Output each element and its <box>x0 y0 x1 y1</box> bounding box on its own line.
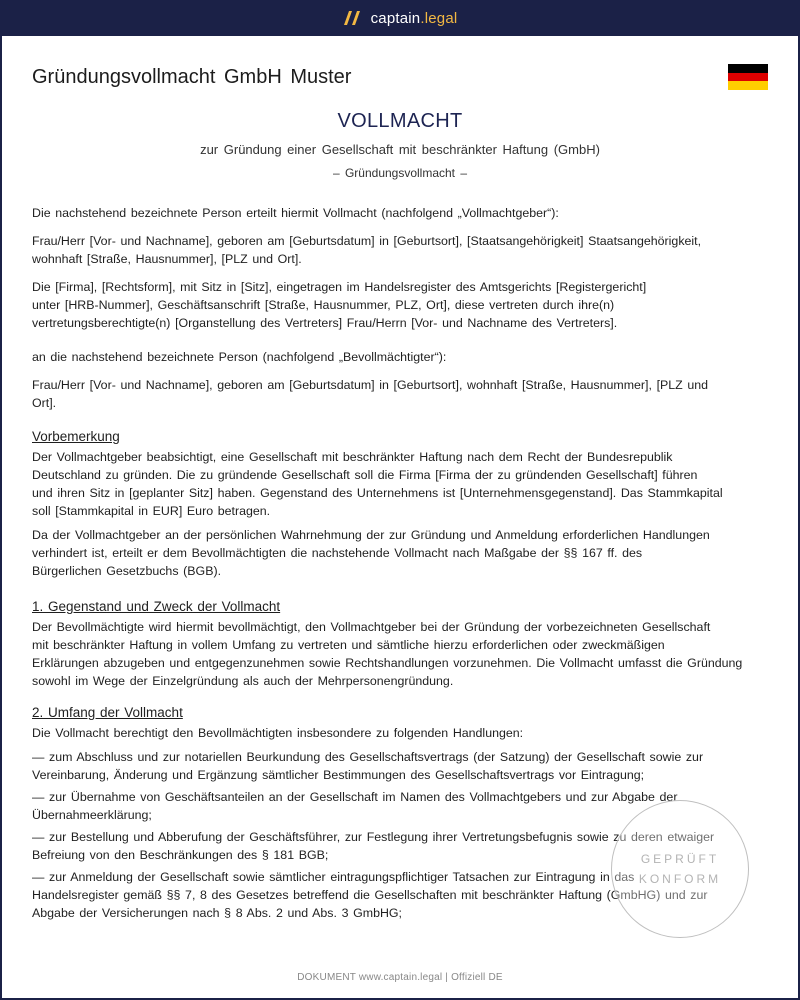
text-line: — zur Bestellung und Abberufung der Geschäftsführer, zur Festlegung ihrer Vertretungsbefugnis sowie zu deren etwaiger <box>32 830 715 844</box>
section-heading-1: 1. Gegenstand und Zweck der Vollmacht <box>32 599 281 614</box>
text-line: Die [Firma], [Rechtsform], mit Sitz in [Sitz], eingetragen im Handelsregister des Amtsgerichts [Registergericht] <box>32 280 647 294</box>
text-line: — zum Abschluss und zur notariellen Beurkundung des Gesellschaftsvertrags (der Satzung) der Gesellschaft sowie zur <box>32 750 704 764</box>
text-line: verhindert ist, erteilt er dem Bevollmächtigten die nachstehende Vollmacht nach Maßgabe der §§ 167 ff. des <box>32 546 643 560</box>
text-line: vertretungsberechtigte(n) [Organstellung des Vertreters] Frau/Herrn [Vor- und Nachname des Vertreters]. <box>32 316 618 330</box>
brand-name <box>371 10 458 27</box>
agent-intro-paragraph: an die nachstehend bezeichnete Person (nachfolgend „Bevollmächtigter“): <box>32 350 447 364</box>
principal-company-paragraph <box>32 278 798 332</box>
text-line: Befreiung von den Beschränkungen des § 181 BGB; <box>32 848 329 862</box>
section-1-paragraph <box>32 618 798 690</box>
intro-paragraph: Die nachstehend bezeichnete Person erteilt hiermit Vollmacht (nachfolgend „Vollmachtgeber“): <box>32 206 559 220</box>
german-flag-icon <box>728 64 768 90</box>
text-line: Übernahmeerklärung; <box>32 808 152 822</box>
document-title: VOLLMACHT <box>337 110 463 132</box>
preliminary-paragraph-2 <box>32 526 798 580</box>
text-line: Erklärungen abzugeben und entgegenzunehmen sowie Rechtshandlungen vorzunehmen. Die Vollmacht umfasst die Gründung <box>32 656 743 670</box>
document-subtitle: zur Gründung einer Gesellschaft mit beschränkter Haftung (GmbH) <box>200 142 600 157</box>
text-line: Abgabe der Versicherungen nach § 8 Abs. 2 und Abs. 3 GmbHG; <box>32 906 403 920</box>
stamp-line-1: GEPRÜFT <box>640 852 720 866</box>
text-line: sowohl im Wege der Einzelgründung als auch der Mehrpersonengründung. <box>32 674 454 688</box>
document-page <box>2 36 798 998</box>
section-2-intro: Die Vollmacht berechtigt den Bevollmächtigten insbesondere zu folgenden Handlungen: <box>32 726 524 740</box>
page-title: Gründungsvollmacht GmbH Muster <box>32 66 352 88</box>
text-line: — zur Übernahme von Geschäftsanteilen an der Gesellschaft im Namen des Vollmachtgebers und zur Abgabe der <box>32 790 678 804</box>
top-bar <box>0 0 800 36</box>
brand[interactable] <box>343 10 458 27</box>
section-heading-vorbemerkung: Vorbemerkung <box>32 429 120 444</box>
brand-name-accent: .legal <box>420 9 458 27</box>
text-line: Ort]. <box>32 396 57 410</box>
text-line: Frau/Herr [Vor- und Nachname], geboren am [Geburtsdatum] in [Geburtsort], wohnhaft [Straße, Hausnummer], [PLZ und <box>32 378 709 392</box>
text-line: unter [HRB-Nummer], Geschäftsanschrift [Straße, Hausnummer, PLZ, Ort], diese vertreten durch ihre(n) <box>32 298 615 312</box>
text-line: Der Vollmachtgeber beabsichtigt, eine Gesellschaft mit beschränkter Haftung nach dem Recht der Bundesrepublik <box>32 450 673 464</box>
text-line: Da der Vollmachtgeber an der persönlichen Wahrnehmung der zur Gründung und Anmeldung erforderlichen Handlungen <box>32 528 710 542</box>
section-heading-2: 2. Umfang der Vollmacht <box>32 705 183 720</box>
text-line: Frau/Herr [Vor- und Nachname], geboren am [Geburtsdatum] in [Geburtsort], [Staatsangehörigkeit] Staatsangehörigkeit, <box>32 234 702 248</box>
text-line: Deutschland zu gründen. Die zu gründende Gesellschaft soll die Firma [Firma der zu gründenden Gesellschaft] führen <box>32 468 698 482</box>
principal-person-paragraph <box>32 232 798 268</box>
stamp-line-2: KONFORM <box>638 872 722 886</box>
text-line: mit beschränkter Haftung in vollem Umfang zu vertreten und sämtliche hierzu erforderlichen oder zweckmäßigen <box>32 638 665 652</box>
text-line: Handelsregister gemäß §§ 7, 8 des Gesetzes betreffend die Gesellschaften mit beschränkter Haftung (GmbHG) und zur <box>32 888 708 902</box>
text-line: und ihren Sitz in [geplanter Sitz] haben. Gegenstand des Unternehmens ist [Unternehmensgegenstand]. Das Stammkapital <box>32 486 723 500</box>
document-subsubtitle: – Gründungsvollmacht – <box>332 166 468 180</box>
text-line: Vereinbarung, Änderung und Ergänzung sämtlicher Bestimmungen des Gesellschaftsvertrags vor Eintragung; <box>32 768 645 782</box>
text-line: — zur Anmeldung der Gesellschaft sowie sämtlicher eintragungspflichtiger Tatsachen zur Eintragung in das <box>32 870 635 884</box>
agent-person-paragraph <box>32 376 798 412</box>
text-line: Bürgerlichen Gesetzbuchs (BGB). <box>32 564 222 578</box>
captain-logo-icon <box>343 10 363 26</box>
text-line: soll [Stammkapital in EUR] Euro betragen. <box>32 504 271 518</box>
document-footer: DOKUMENT www.captain.legal | Offiziell DE <box>297 972 503 983</box>
verification-stamp <box>611 800 749 938</box>
text-line: Der Bevollmächtigte wird hiermit bevollmächtigt, den Vollmachtgeber bei der Gründung der vorbezeichneten Gesellschaft <box>32 620 711 634</box>
text-line: wohnhaft [Straße, Hausnummer], [PLZ und Ort]. <box>32 252 302 266</box>
brand-name-main: captain <box>370 9 421 27</box>
list-item <box>32 748 798 784</box>
preliminary-paragraph <box>32 448 798 520</box>
